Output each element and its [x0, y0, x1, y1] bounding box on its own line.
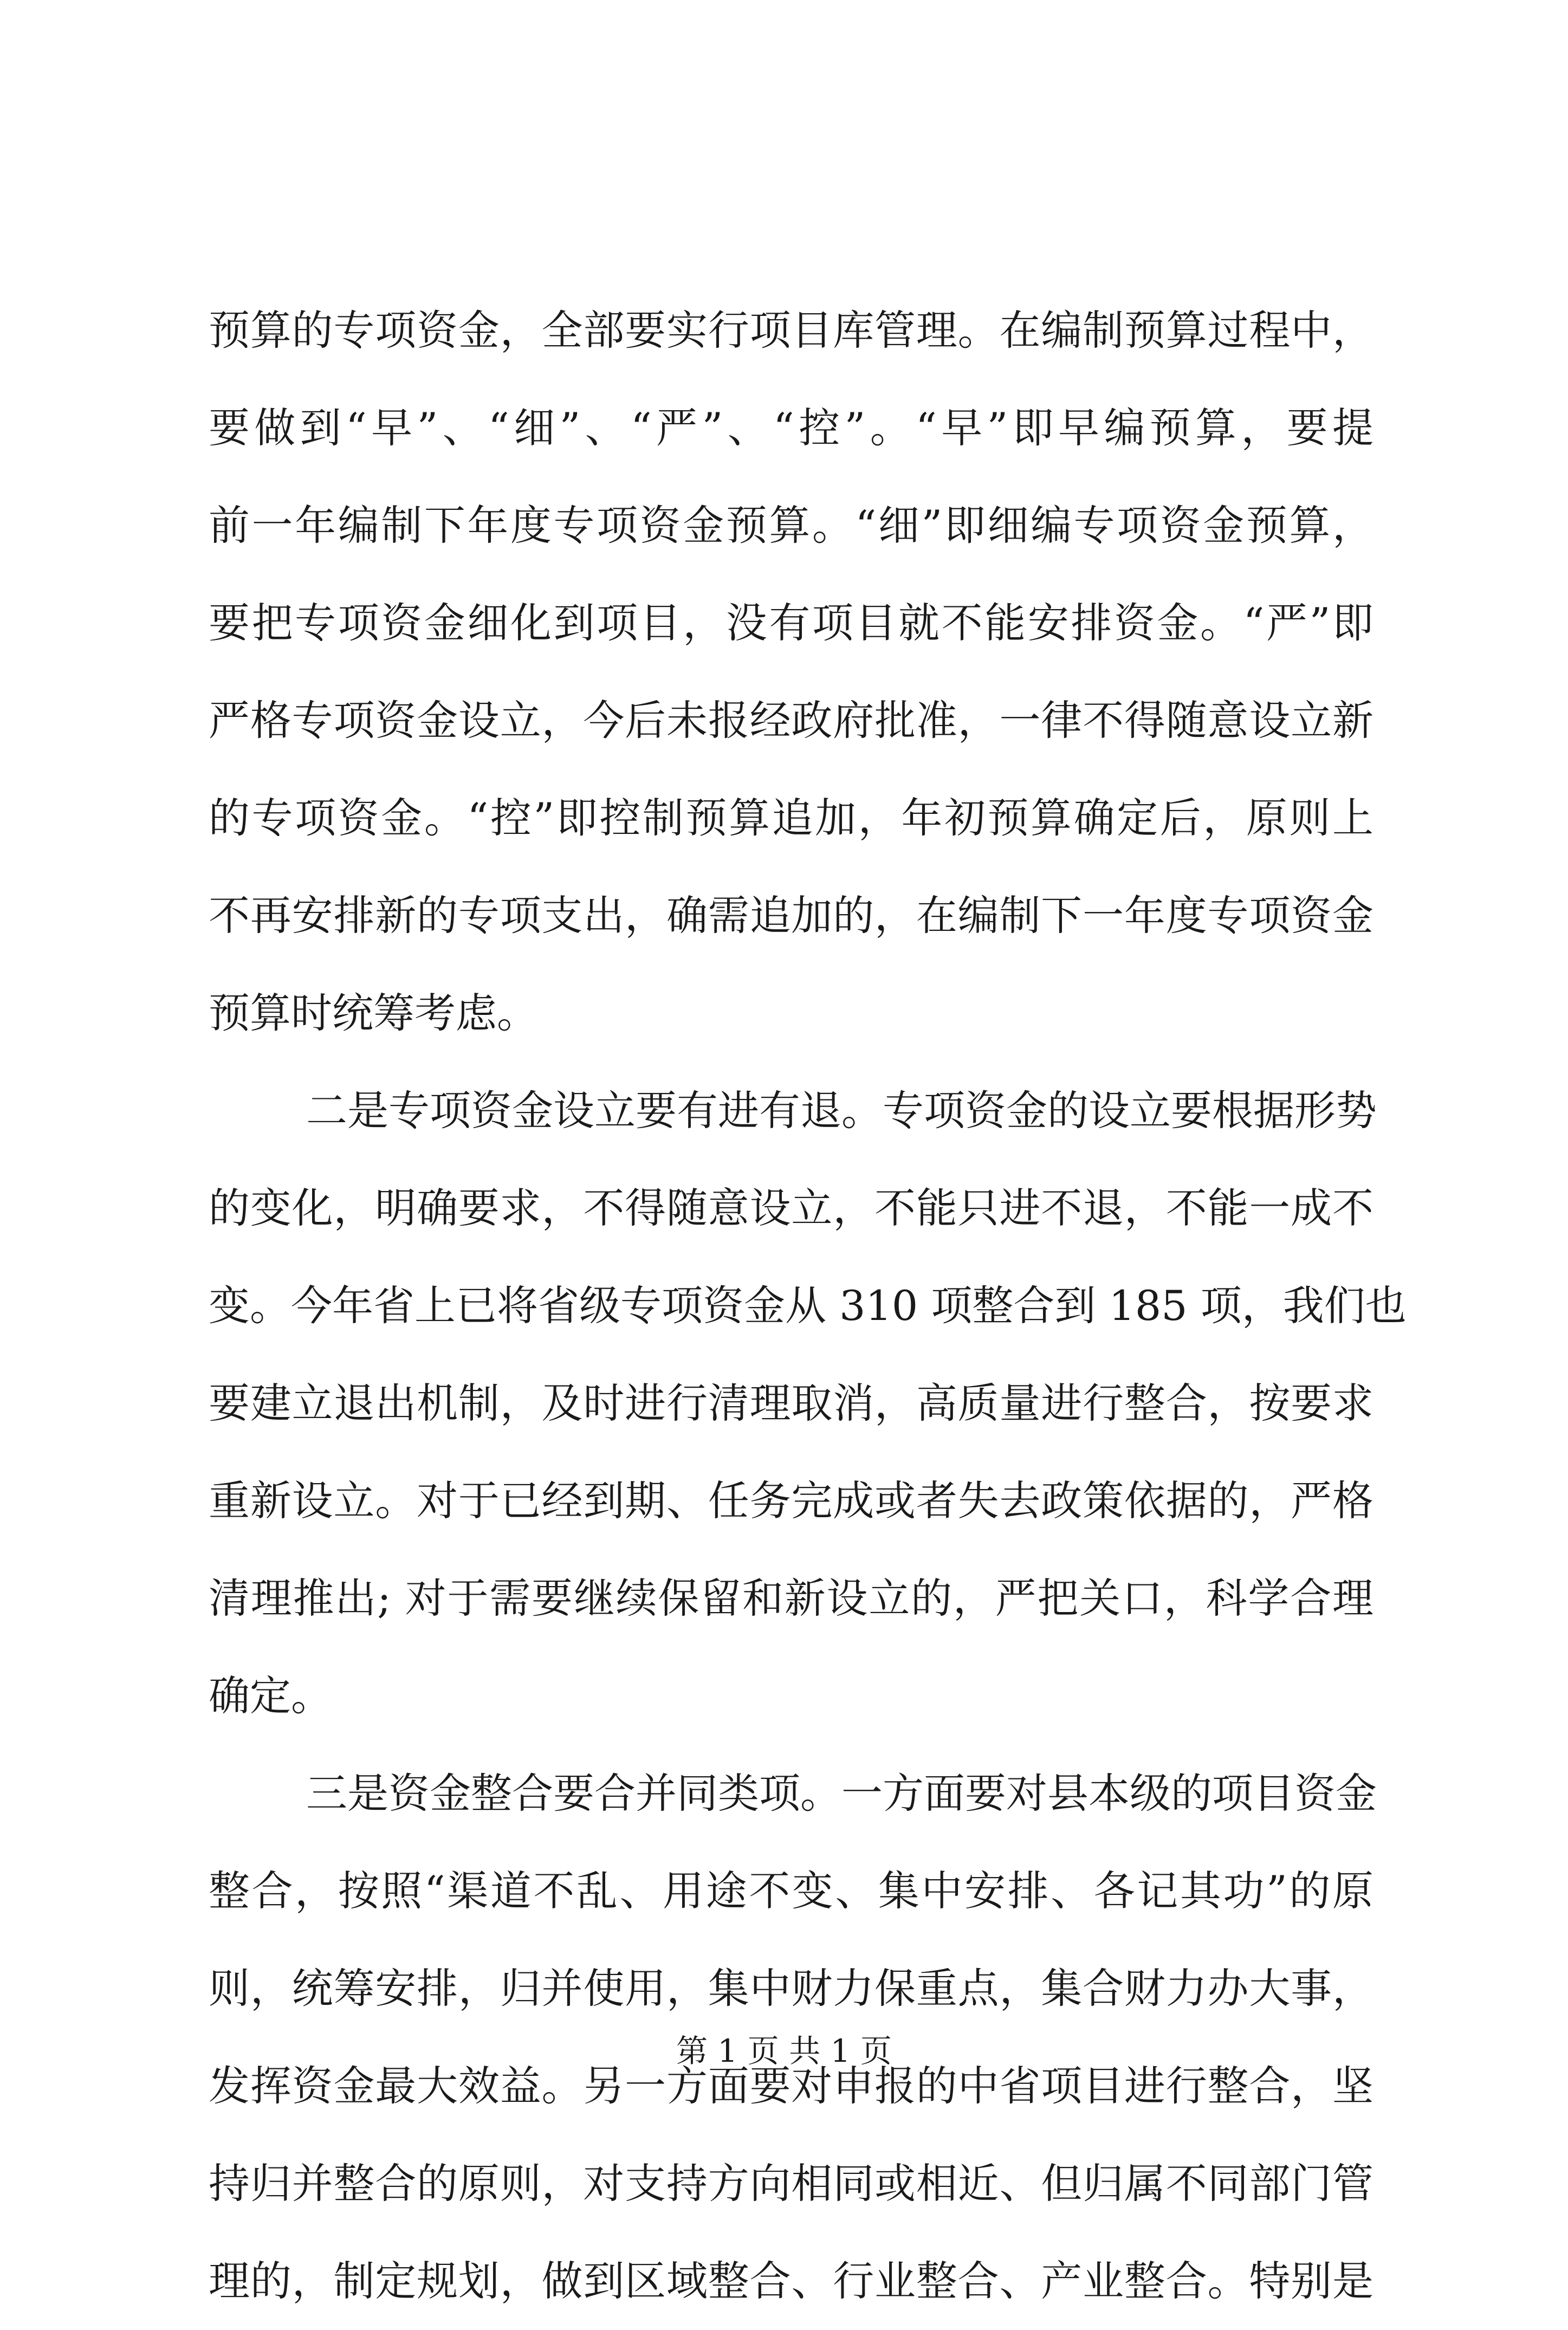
text-line: 预算时统筹考虑。 [209, 989, 538, 1037]
text-line: 的专项资金。“控”即控制预算追加，年初预算确定后，原则上 [209, 794, 1373, 842]
text-line: 的变化，明确要求，不得随意设立，不能只进不退，不能一成不 [209, 1184, 1373, 1232]
text-line: 严格专项资金设立，今后未报经政府批准，一律不得随意设立新 [209, 696, 1373, 745]
text-line: 发挥资金最大效益。另一方面要对申报的中省项目进行整合，坚 [209, 2062, 1373, 2110]
text-line: 变。今年省上已将省级专项资金从 310 项整合到 185 项，我们也 [209, 1282, 1407, 1330]
text-line: 确定。 [209, 1672, 332, 1720]
text-line: 则，统筹安排，归并使用，集中财力保重点，集合财力办大事， [209, 1964, 1373, 2012]
text-line: 不再安排新的专项支出，确需追加的，在编制下一年度专项资金 [209, 891, 1373, 940]
text-line: 二是专项资金设立要有进有退。专项资金的设立要根据形势 [306, 1086, 1377, 1135]
text-line: 要把专项资金细化到项目，没有项目就不能安排资金。“严”即 [209, 599, 1373, 647]
document-body [209, 282, 1407, 2330]
text-line: 清理推出; 对于需要继续保留和新设立的，严把关口，科学合理 [209, 1574, 1373, 1622]
text-line: 预算的专项资金，全部要实行项目库管理。在编制预算过程中， [209, 306, 1373, 354]
text-line: 要建立退出机制，及时进行清理取消，高质量进行整合，按要求 [209, 1379, 1373, 1427]
text-line: 持归并整合的原则，对支持方向相同或相近、但归属不同部门管 [209, 2159, 1373, 2208]
text-line: 前一年编制下年度专项资金预算。“细”即细编专项资金预算， [209, 501, 1373, 549]
text-line: 重新设立。对于已经到期、任务完成或者失去政策依据的，严格 [209, 1477, 1373, 1525]
text-line: 要做到“早”、“细”、“严”、“控”。“早”即早编预算，要提 [209, 404, 1373, 452]
text-line: 理的，制定规划，做到区域整合、行业整合、产业整合。特别是 [209, 2257, 1373, 2305]
text-line: 三是资金整合要合并同类项。一方面要对县本级的项目资金 [306, 1769, 1377, 1817]
text-line: 整合，按照“渠道不乱、用途不变、集中安排、各记其功”的原 [209, 1867, 1373, 1915]
page-footer: 第 1 页 共 1 页 [676, 2033, 892, 2069]
